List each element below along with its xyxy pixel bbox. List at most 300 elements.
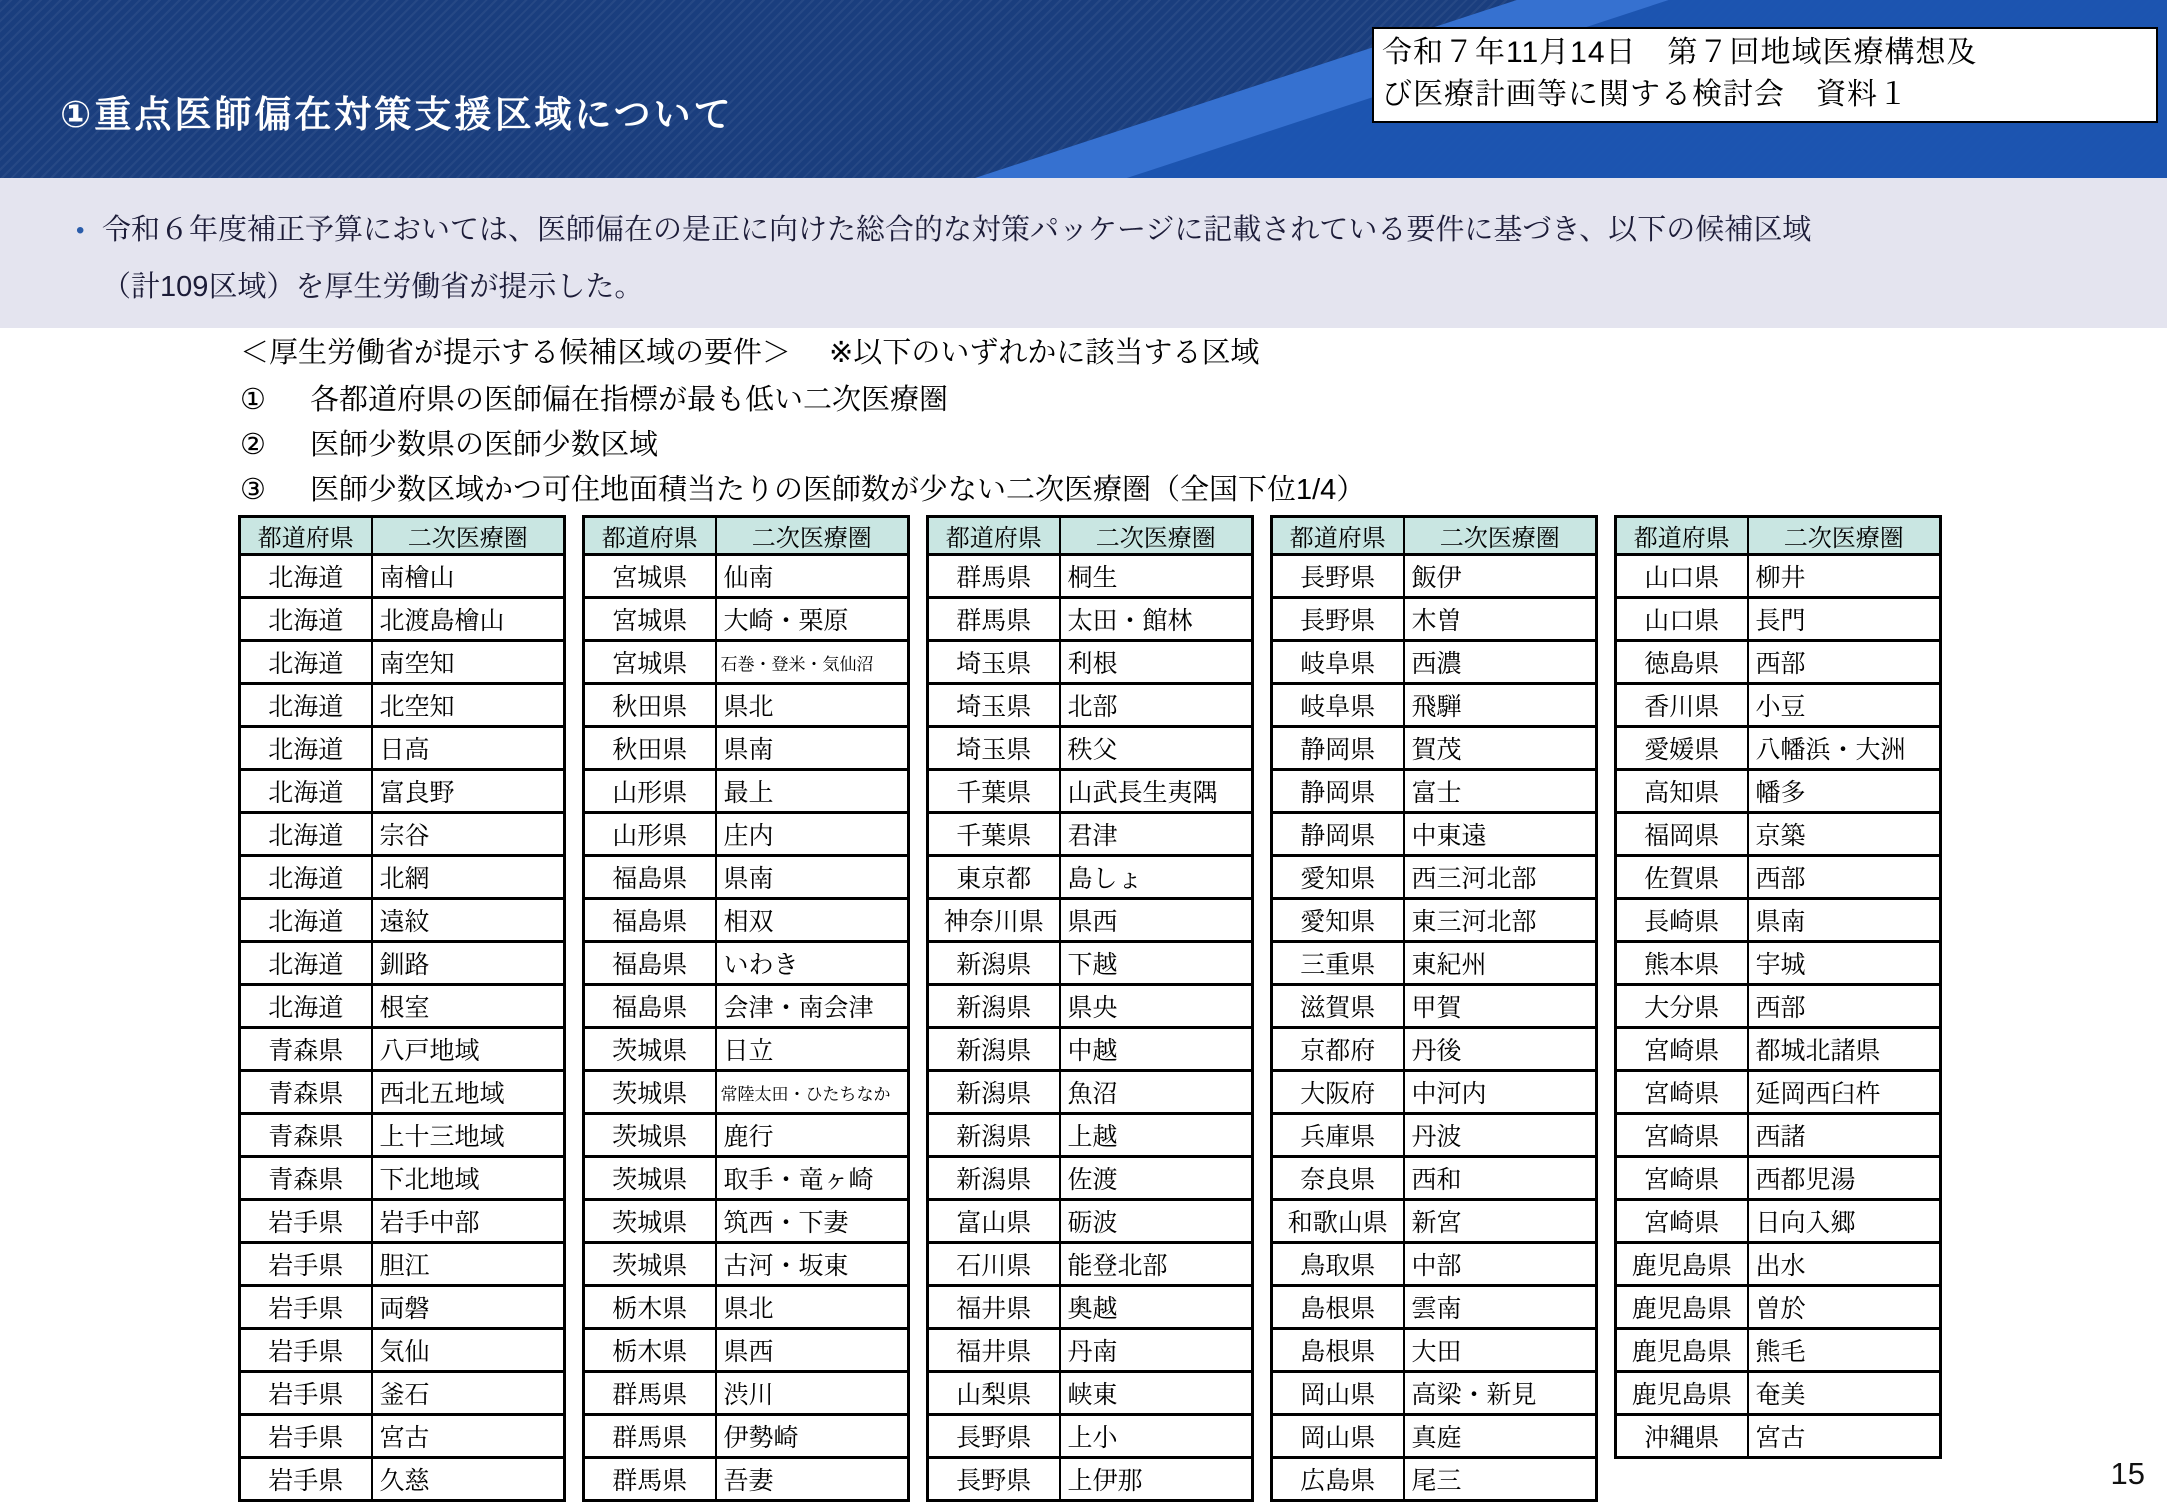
table-row xyxy=(928,1028,1253,1071)
table-row xyxy=(584,1372,909,1415)
medical-area-cell: 中越 xyxy=(1060,1028,1253,1071)
prefecture-cell: 岩手県 xyxy=(240,1243,372,1286)
medical-area-cell: 飯伊 xyxy=(1404,555,1597,598)
medical-area-cell: 佐渡 xyxy=(1060,1157,1253,1200)
medical-area-cell: 会津・南会津 xyxy=(716,985,909,1028)
table-row xyxy=(1616,1372,1941,1415)
table-row xyxy=(1272,813,1597,856)
table-row xyxy=(1272,1157,1597,1200)
medical-area-cell: 上伊那 xyxy=(1060,1458,1253,1501)
medical-area-cell: 北網 xyxy=(372,856,565,899)
prefecture-cell: 北海道 xyxy=(240,684,372,727)
intro-text xyxy=(102,202,1811,316)
prefecture-cell: 新潟県 xyxy=(928,985,1060,1028)
table-row xyxy=(584,1329,909,1372)
prefecture-cell: 香川県 xyxy=(1616,684,1748,727)
table-row xyxy=(928,856,1253,899)
table-header-row xyxy=(584,517,909,555)
requirements-note: ※以下のいずれかに該当する区域 xyxy=(829,337,1260,369)
medical-area-cell: 富士 xyxy=(1404,770,1597,813)
table-row xyxy=(1272,942,1597,985)
medical-area-cell: 上越 xyxy=(1060,1114,1253,1157)
table-row xyxy=(1616,899,1941,942)
medical-area-cell: 鹿行 xyxy=(716,1114,909,1157)
medical-area-cell: 北空知 xyxy=(372,684,565,727)
prefecture-cell: 愛知県 xyxy=(1272,856,1404,899)
medical-area-cell: 八幡浜・大洲 xyxy=(1748,727,1941,770)
tables-row xyxy=(238,515,1942,1502)
region-table-5 xyxy=(1614,515,1942,1459)
table-row xyxy=(1616,1071,1941,1114)
prefecture-cell: 栃木県 xyxy=(584,1286,716,1329)
prefecture-cell: 宮崎県 xyxy=(1616,1114,1748,1157)
prefecture-cell: 島根県 xyxy=(1272,1286,1404,1329)
prefecture-cell: 茨城県 xyxy=(584,1071,716,1114)
region-table-3 xyxy=(926,515,1254,1502)
prefecture-cell: 福井県 xyxy=(928,1329,1060,1372)
table-row xyxy=(1616,641,1941,684)
bullet-marker: • xyxy=(76,217,85,244)
table-row xyxy=(584,813,909,856)
medical-area-cell: 魚沼 xyxy=(1060,1071,1253,1114)
prefecture-cell: 福島県 xyxy=(584,942,716,985)
medical-area-cell: 石巻・登米・気仙沼 xyxy=(716,641,909,684)
medical-area-cell: 利根 xyxy=(1060,641,1253,684)
table-row xyxy=(928,684,1253,727)
region-table-2 xyxy=(582,515,910,1502)
medical-area-cell: 根室 xyxy=(372,985,565,1028)
medical-area-cell: 県央 xyxy=(1060,985,1253,1028)
table-row xyxy=(240,1071,565,1114)
table-row xyxy=(928,598,1253,641)
table-row xyxy=(584,985,909,1028)
table-row xyxy=(928,641,1253,684)
medical-area-cell: 丹後 xyxy=(1404,1028,1597,1071)
prefecture-cell: 茨城県 xyxy=(584,1028,716,1071)
medical-area-cell: 宮古 xyxy=(1748,1415,1941,1458)
table-row xyxy=(240,1286,565,1329)
prefecture-cell: 山形県 xyxy=(584,813,716,856)
medical-area-cell: 木曽 xyxy=(1404,598,1597,641)
table-row xyxy=(928,1329,1253,1372)
col-header-medical-area: 二次医療圏 xyxy=(716,517,909,555)
medical-area-cell: 県西 xyxy=(716,1329,909,1372)
table-row xyxy=(1272,1415,1597,1458)
table-row xyxy=(1272,1200,1597,1243)
prefecture-cell: 岩手県 xyxy=(240,1200,372,1243)
prefecture-cell: 長野県 xyxy=(928,1415,1060,1458)
medical-area-cell: 北部 xyxy=(1060,684,1253,727)
table-row xyxy=(1616,1028,1941,1071)
prefecture-cell: 北海道 xyxy=(240,856,372,899)
page-number: 15 xyxy=(2110,1456,2145,1491)
requirement-number: ② xyxy=(240,429,266,461)
medical-area-cell: 丹南 xyxy=(1060,1329,1253,1372)
medical-area-cell: 日高 xyxy=(372,727,565,770)
medical-area-cell: 出水 xyxy=(1748,1243,1941,1286)
prefecture-cell: 長野県 xyxy=(1272,598,1404,641)
table-header-row xyxy=(928,517,1253,555)
prefecture-cell: 京都府 xyxy=(1272,1028,1404,1071)
medical-area-cell: 釜石 xyxy=(372,1372,565,1415)
table-row xyxy=(584,727,909,770)
requirement-item-3 xyxy=(240,473,1640,507)
medical-area-cell: 西部 xyxy=(1748,985,1941,1028)
medical-area-cell: 上小 xyxy=(1060,1415,1253,1458)
medical-area-cell: 庄内 xyxy=(716,813,909,856)
medical-area-cell: いわき xyxy=(716,942,909,985)
medical-area-cell: 県南 xyxy=(1748,899,1941,942)
prefecture-cell: 熊本県 xyxy=(1616,942,1748,985)
medical-area-cell: 県北 xyxy=(716,684,909,727)
medical-area-cell: 小豆 xyxy=(1748,684,1941,727)
table-row xyxy=(928,1157,1253,1200)
prefecture-cell: 岡山県 xyxy=(1272,1372,1404,1415)
table-row xyxy=(1272,985,1597,1028)
medical-area-cell: 中東遠 xyxy=(1404,813,1597,856)
prefecture-cell: 茨城県 xyxy=(584,1243,716,1286)
prefecture-cell: 福島県 xyxy=(584,985,716,1028)
table-row xyxy=(1616,1157,1941,1200)
table-row xyxy=(240,942,565,985)
prefecture-cell: 北海道 xyxy=(240,555,372,598)
prefecture-cell: 沖縄県 xyxy=(1616,1415,1748,1458)
table-row xyxy=(584,770,909,813)
prefecture-cell: 佐賀県 xyxy=(1616,856,1748,899)
table-row xyxy=(1616,684,1941,727)
prefecture-cell: 宮城県 xyxy=(584,598,716,641)
medical-area-cell: 延岡西臼杵 xyxy=(1748,1071,1941,1114)
table-row xyxy=(1272,1114,1597,1157)
medical-area-cell: 県南 xyxy=(716,727,909,770)
table-row xyxy=(1272,684,1597,727)
prefecture-cell: 島根県 xyxy=(1272,1329,1404,1372)
table-row xyxy=(584,1200,909,1243)
table-row xyxy=(1616,1415,1941,1458)
prefecture-cell: 山形県 xyxy=(584,770,716,813)
table-row xyxy=(240,1157,565,1200)
medical-area-cell: 筑西・下妻 xyxy=(716,1200,909,1243)
table-row xyxy=(584,555,909,598)
prefecture-cell: 鹿児島県 xyxy=(1616,1243,1748,1286)
prefecture-cell: 北海道 xyxy=(240,813,372,856)
medical-area-cell: 西部 xyxy=(1748,641,1941,684)
medical-area-cell: 山武長生夷隅 xyxy=(1060,770,1253,813)
table-row xyxy=(584,1028,909,1071)
table-row xyxy=(240,1028,565,1071)
medical-area-cell: 釧路 xyxy=(372,942,565,985)
prefecture-cell: 和歌山県 xyxy=(1272,1200,1404,1243)
medical-area-cell: 相双 xyxy=(716,899,909,942)
prefecture-cell: 茨城県 xyxy=(584,1114,716,1157)
prefecture-cell: 長野県 xyxy=(1272,555,1404,598)
table-row xyxy=(1616,1329,1941,1372)
medical-area-cell: 富良野 xyxy=(372,770,565,813)
prefecture-cell: 北海道 xyxy=(240,598,372,641)
medical-area-cell: 曽於 xyxy=(1748,1286,1941,1329)
table-row xyxy=(1272,727,1597,770)
requirement-item-2 xyxy=(240,428,1640,462)
medical-area-cell: 西濃 xyxy=(1404,641,1597,684)
prefecture-cell: 長崎県 xyxy=(1616,899,1748,942)
table-row xyxy=(240,598,565,641)
table-row xyxy=(928,770,1253,813)
document-reference-line-2: び医療計画等に関する検討会 資料１ xyxy=(1382,78,1909,111)
medical-area-cell: 岩手中部 xyxy=(372,1200,565,1243)
region-table-4 xyxy=(1270,515,1598,1502)
prefecture-cell: 山口県 xyxy=(1616,598,1748,641)
prefecture-cell: 神奈川県 xyxy=(928,899,1060,942)
prefecture-cell: 群馬県 xyxy=(584,1458,716,1501)
table-row xyxy=(928,985,1253,1028)
prefecture-cell: 青森県 xyxy=(240,1114,372,1157)
table-row xyxy=(240,1415,565,1458)
page-title: ①重点医師偏在対策支援区域について xyxy=(60,94,734,135)
medical-area-cell: 西諸 xyxy=(1748,1114,1941,1157)
medical-area-cell: 砺波 xyxy=(1060,1200,1253,1243)
prefecture-cell: 岩手県 xyxy=(240,1458,372,1501)
prefecture-cell: 北海道 xyxy=(240,641,372,684)
prefecture-cell: 青森県 xyxy=(240,1071,372,1114)
medical-area-cell: 久慈 xyxy=(372,1458,565,1501)
table-row xyxy=(584,856,909,899)
table-row xyxy=(1272,641,1597,684)
table-row xyxy=(1272,1458,1597,1501)
medical-area-cell: 宇城 xyxy=(1748,942,1941,985)
table-row xyxy=(240,1329,565,1372)
medical-area-cell: 雲南 xyxy=(1404,1286,1597,1329)
table-row xyxy=(584,1458,909,1501)
medical-area-cell: 上十三地域 xyxy=(372,1114,565,1157)
prefecture-cell: 宮城県 xyxy=(584,641,716,684)
intro-band xyxy=(0,178,2167,328)
medical-area-cell: 大田 xyxy=(1404,1329,1597,1372)
prefecture-cell: 長野県 xyxy=(928,1458,1060,1501)
prefecture-cell: 北海道 xyxy=(240,770,372,813)
prefecture-cell: 埼玉県 xyxy=(928,684,1060,727)
medical-area-cell: 君津 xyxy=(1060,813,1253,856)
medical-area-cell: 熊毛 xyxy=(1748,1329,1941,1372)
document-reference-box xyxy=(1372,27,2158,123)
prefecture-cell: 岡山県 xyxy=(1272,1415,1404,1458)
table-row xyxy=(1616,1114,1941,1157)
table-row xyxy=(584,1286,909,1329)
table-row xyxy=(584,598,909,641)
medical-area-cell: 北渡島檜山 xyxy=(372,598,565,641)
prefecture-cell: 鹿児島県 xyxy=(1616,1286,1748,1329)
prefecture-cell: 北海道 xyxy=(240,985,372,1028)
table-row xyxy=(1616,813,1941,856)
medical-area-cell: 日向入郷 xyxy=(1748,1200,1941,1243)
prefecture-cell: 宮崎県 xyxy=(1616,1200,1748,1243)
medical-area-cell: 県北 xyxy=(716,1286,909,1329)
table-row xyxy=(1616,856,1941,899)
medical-area-cell: 下越 xyxy=(1060,942,1253,985)
medical-area-cell: 宗谷 xyxy=(372,813,565,856)
prefecture-cell: 静岡県 xyxy=(1272,770,1404,813)
table-row xyxy=(1272,1071,1597,1114)
prefecture-cell: 新潟県 xyxy=(928,1028,1060,1071)
table-row xyxy=(1616,598,1941,641)
prefecture-cell: 大阪府 xyxy=(1272,1071,1404,1114)
prefecture-cell: 青森県 xyxy=(240,1028,372,1071)
requirement-text: 医師少数県の医師少数区域 xyxy=(310,429,659,461)
prefecture-cell: 埼玉県 xyxy=(928,641,1060,684)
table-row xyxy=(584,1415,909,1458)
prefecture-cell: 宮城県 xyxy=(584,555,716,598)
medical-area-cell: 新宮 xyxy=(1404,1200,1597,1243)
table-row xyxy=(1272,1243,1597,1286)
requirements-heading xyxy=(240,336,1640,370)
prefecture-cell: 東京都 xyxy=(928,856,1060,899)
medical-area-cell: 西和 xyxy=(1404,1157,1597,1200)
medical-area-cell: 宮古 xyxy=(372,1415,565,1458)
prefecture-cell: 静岡県 xyxy=(1272,813,1404,856)
medical-area-cell: 中部 xyxy=(1404,1243,1597,1286)
table-row xyxy=(928,899,1253,942)
requirement-text: 医師少数区域かつ可住地面積当たりの医師数が少ない二次医療圏（全国下位1/4） xyxy=(310,474,1366,506)
table-row xyxy=(1272,1329,1597,1372)
table-header-row xyxy=(240,517,565,555)
medical-area-cell: 高梁・新見 xyxy=(1404,1372,1597,1415)
prefecture-cell: 愛知県 xyxy=(1272,899,1404,942)
table-row xyxy=(928,1286,1253,1329)
prefecture-cell: 宮崎県 xyxy=(1616,1071,1748,1114)
medical-area-cell: 大崎・栗原 xyxy=(716,598,909,641)
table-row xyxy=(240,770,565,813)
medical-area-cell: 南檜山 xyxy=(372,555,565,598)
table-header-row xyxy=(1272,517,1597,555)
medical-area-cell: 西北五地域 xyxy=(372,1071,565,1114)
prefecture-cell: 大分県 xyxy=(1616,985,1748,1028)
table-row xyxy=(240,813,565,856)
table-row xyxy=(928,942,1253,985)
prefecture-cell: 岩手県 xyxy=(240,1415,372,1458)
medical-area-cell: 南空知 xyxy=(372,641,565,684)
table-row xyxy=(584,942,909,985)
prefecture-cell: 群馬県 xyxy=(584,1372,716,1415)
requirement-item-1 xyxy=(240,383,1640,417)
document-reference-line-1: 令和７年11月14日 第７回地域医療構想及 xyxy=(1382,36,1978,69)
requirements-block xyxy=(240,336,1640,518)
prefecture-cell: 栃木県 xyxy=(584,1329,716,1372)
medical-area-cell: 西三河北部 xyxy=(1404,856,1597,899)
prefecture-cell: 福島県 xyxy=(584,899,716,942)
medical-area-cell: 島しょ xyxy=(1060,856,1253,899)
medical-area-cell: 柳井 xyxy=(1748,555,1941,598)
medical-area-cell: 甲賀 xyxy=(1404,985,1597,1028)
prefecture-cell: 三重県 xyxy=(1272,942,1404,985)
medical-area-cell: 中河内 xyxy=(1404,1071,1597,1114)
prefecture-cell: 北海道 xyxy=(240,727,372,770)
prefecture-cell: 茨城県 xyxy=(584,1200,716,1243)
table-row xyxy=(928,555,1253,598)
prefecture-cell: 静岡県 xyxy=(1272,727,1404,770)
table-row xyxy=(1616,770,1941,813)
table-row xyxy=(928,1114,1253,1157)
col-header-prefecture: 都道府県 xyxy=(584,517,716,555)
medical-area-cell: 飛騨 xyxy=(1404,684,1597,727)
col-header-medical-area: 二次医療圏 xyxy=(1748,517,1941,555)
medical-area-cell: 尾三 xyxy=(1404,1458,1597,1501)
requirement-number: ③ xyxy=(240,474,266,506)
medical-area-cell: 遠紋 xyxy=(372,899,565,942)
col-header-prefecture: 都道府県 xyxy=(928,517,1060,555)
medical-area-cell: 渋川 xyxy=(716,1372,909,1415)
prefecture-cell: 群馬県 xyxy=(928,555,1060,598)
prefecture-cell: 鳥取県 xyxy=(1272,1243,1404,1286)
table-row xyxy=(584,899,909,942)
prefecture-cell: 岩手県 xyxy=(240,1372,372,1415)
medical-area-cell: 県西 xyxy=(1060,899,1253,942)
prefecture-cell: 富山県 xyxy=(928,1200,1060,1243)
medical-area-cell: 秩父 xyxy=(1060,727,1253,770)
table-row xyxy=(1272,1028,1597,1071)
prefecture-cell: 新潟県 xyxy=(928,1071,1060,1114)
prefecture-cell: 茨城県 xyxy=(584,1157,716,1200)
region-table-1 xyxy=(238,515,566,1502)
medical-area-cell: 八戸地域 xyxy=(372,1028,565,1071)
prefecture-cell: 新潟県 xyxy=(928,1114,1060,1157)
table-row xyxy=(1272,899,1597,942)
prefecture-cell: 鹿児島県 xyxy=(1616,1372,1748,1415)
requirements-heading-text: ＜厚生労働省が提示する候補区域の要件＞ xyxy=(240,337,792,369)
prefecture-cell: 群馬県 xyxy=(584,1415,716,1458)
table-row xyxy=(928,727,1253,770)
medical-area-cell: 県南 xyxy=(716,856,909,899)
prefecture-cell: 石川県 xyxy=(928,1243,1060,1286)
table-row xyxy=(1616,1243,1941,1286)
medical-area-cell: 西部 xyxy=(1748,856,1941,899)
table-row xyxy=(1616,727,1941,770)
prefecture-cell: 岐阜県 xyxy=(1272,641,1404,684)
table-row xyxy=(584,1114,909,1157)
prefecture-cell: 兵庫県 xyxy=(1272,1114,1404,1157)
medical-area-cell: 胆江 xyxy=(372,1243,565,1286)
table-row xyxy=(584,684,909,727)
prefecture-cell: 福井県 xyxy=(928,1286,1060,1329)
table-row xyxy=(928,813,1253,856)
medical-area-cell: 日立 xyxy=(716,1028,909,1071)
table-header-row xyxy=(1616,517,1941,555)
medical-area-cell: 取手・竜ヶ崎 xyxy=(716,1157,909,1200)
prefecture-cell: 秋田県 xyxy=(584,727,716,770)
medical-area-cell: 京築 xyxy=(1748,813,1941,856)
table-row xyxy=(1272,856,1597,899)
medical-area-cell: 気仙 xyxy=(372,1329,565,1372)
medical-area-cell: 真庭 xyxy=(1404,1415,1597,1458)
prefecture-cell: 千葉県 xyxy=(928,813,1060,856)
prefecture-cell: 千葉県 xyxy=(928,770,1060,813)
medical-area-cell: 都城北諸県 xyxy=(1748,1028,1941,1071)
table-row xyxy=(928,1243,1253,1286)
medical-area-cell: 吾妻 xyxy=(716,1458,909,1501)
table-row xyxy=(1616,555,1941,598)
col-header-medical-area: 二次医療圏 xyxy=(1060,517,1253,555)
prefecture-cell: 岩手県 xyxy=(240,1286,372,1329)
medical-area-cell: 奄美 xyxy=(1748,1372,1941,1415)
prefecture-cell: 岐阜県 xyxy=(1272,684,1404,727)
prefecture-cell: 群馬県 xyxy=(928,598,1060,641)
table-row xyxy=(584,641,909,684)
table-row xyxy=(240,684,565,727)
medical-area-cell: 西都児湯 xyxy=(1748,1157,1941,1200)
medical-area-cell: 太田・館林 xyxy=(1060,598,1253,641)
table-row xyxy=(1616,942,1941,985)
table-row xyxy=(1616,1200,1941,1243)
medical-area-cell: 丹波 xyxy=(1404,1114,1597,1157)
table-row xyxy=(1272,1286,1597,1329)
